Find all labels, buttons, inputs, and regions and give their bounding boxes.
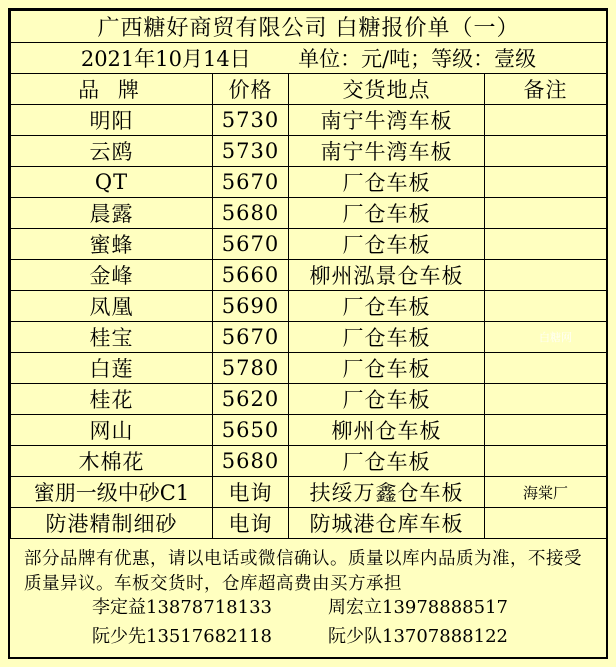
brand-cell: 蜜朋一级中砂C1: [11, 477, 213, 508]
unit-grade: 单位：元/吨；等级：壹级: [298, 47, 537, 71]
location-cell: 南宁牛湾车板: [289, 105, 485, 136]
price-cell: 5780: [213, 353, 289, 384]
table-row: [11, 384, 607, 415]
contact-2: 周宏立13978888517: [328, 597, 508, 618]
location-cell: 厂仓车板: [289, 322, 485, 353]
location-cell: 厂仓车板: [289, 291, 485, 322]
table-row: [11, 105, 607, 136]
price-cell: 5690: [213, 291, 289, 322]
price-table: [10, 10, 607, 539]
table-row: [11, 508, 607, 539]
location-cell: 厂仓车板: [289, 384, 485, 415]
note-cell: [485, 384, 607, 415]
quote-date: 2021年10月14日: [80, 47, 251, 71]
brand-cell: 金峰: [11, 260, 213, 291]
note-cell: 海棠厂: [485, 477, 607, 508]
note-cell: [485, 446, 607, 477]
brand-cell: 白莲: [11, 353, 213, 384]
contact-1: 李定益13878718133: [92, 597, 272, 618]
table-row: [11, 136, 607, 167]
table-row: [11, 322, 607, 353]
note-cell: [485, 260, 607, 291]
note-cell: [485, 229, 607, 260]
header-note: 备注: [485, 74, 607, 105]
note-cell: [485, 291, 607, 322]
terms-note: 部分品牌有优惠，请以电话或微信确认。质量以库内品质为准，不接受质量异议。车板交货时，仓库超高费由买方承担: [24, 549, 582, 594]
note-cell: [485, 198, 607, 229]
brand-cell: 网山: [11, 415, 213, 446]
price-cell: 5730: [213, 136, 289, 167]
brand-cell: 云鸥: [11, 136, 213, 167]
price-cell: 电询: [213, 508, 289, 539]
location-cell: 南宁牛湾车板: [289, 136, 485, 167]
location-cell: 扶绥万鑫仓车板: [289, 477, 485, 508]
price-cell: 5730: [213, 105, 289, 136]
brand-cell: 木棉花: [11, 446, 213, 477]
table-row: [11, 260, 607, 291]
brand-cell: 桂花: [11, 384, 213, 415]
price-cell: 5650: [213, 415, 289, 446]
note-cell: [485, 167, 607, 198]
price-cell: 5680: [213, 198, 289, 229]
note-cell: [485, 415, 607, 446]
location-cell: 厂仓车板: [289, 198, 485, 229]
price-cell: 5660: [213, 260, 289, 291]
location-cell: 防城港仓库车板: [289, 508, 485, 539]
price-cell: 5670: [213, 322, 289, 353]
brand-cell: 防港精制细砂: [11, 508, 213, 539]
table-row: [11, 446, 607, 477]
header-price: 价格: [213, 74, 289, 105]
table-row: [11, 167, 607, 198]
contact-4: 阮少队13707888122: [328, 626, 508, 647]
price-cell: 5680: [213, 446, 289, 477]
table-row: [11, 415, 607, 446]
note-cell: [485, 322, 607, 353]
header-brand: 品 牌: [11, 74, 213, 105]
brand-cell: 蜜蜂: [11, 229, 213, 260]
location-cell: 厂仓车板: [289, 353, 485, 384]
table-row: [11, 291, 607, 322]
header-location: 交货地点: [289, 74, 485, 105]
price-cell: 5670: [213, 229, 289, 260]
table-row: [11, 229, 607, 260]
sheet-subtitle: [11, 43, 607, 74]
price-cell: 5670: [213, 167, 289, 198]
brand-cell: 晨露: [11, 198, 213, 229]
price-sheet: [8, 8, 608, 659]
note-cell: [485, 508, 607, 539]
price-cell: 5620: [213, 384, 289, 415]
table-row: [11, 477, 607, 508]
location-cell: 厂仓车板: [289, 446, 485, 477]
note-cell: [485, 353, 607, 384]
brand-cell: 桂宝: [11, 322, 213, 353]
brand-cell: QT: [11, 167, 213, 198]
price-cell: 电询: [213, 477, 289, 508]
location-cell: 柳州仓车板: [289, 415, 485, 446]
table-row: [11, 353, 607, 384]
brand-cell: 凤凰: [11, 291, 213, 322]
location-cell: 柳州泓景仓车板: [289, 260, 485, 291]
note-cell: [485, 136, 607, 167]
brand-cell: 明阳: [11, 105, 213, 136]
location-cell: 厂仓车板: [289, 167, 485, 198]
watermark: 白糖网: [539, 331, 572, 344]
sheet-title: 广西糖好商贸有限公司 白糖报价单（一）: [11, 11, 607, 43]
contact-3: 阮少先13517682118: [92, 626, 272, 647]
location-cell: 厂仓车板: [289, 229, 485, 260]
table-row: [11, 198, 607, 229]
table-header: [11, 74, 607, 105]
note-cell: [485, 105, 607, 136]
